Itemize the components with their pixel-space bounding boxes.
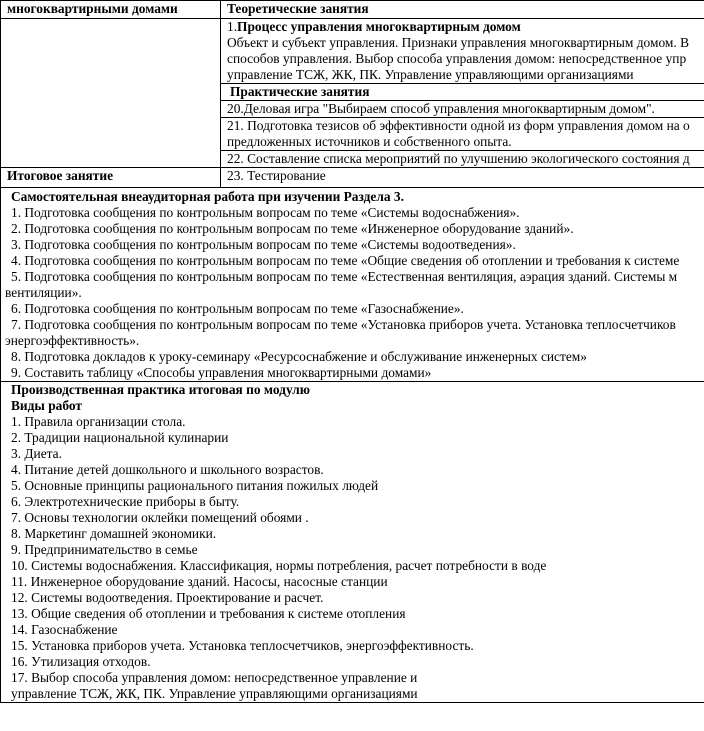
work-type-item: 15. Установка приборов учета. Установка теплосчетчиков, энергоэффективность. [11, 638, 474, 653]
work-type-item: 17. Выбор способа управления домом: непосредственное управление и [11, 670, 418, 685]
practice-final-section [1, 382, 704, 703]
practice-item-line: предложенных источников и собственного опыта. [227, 134, 512, 149]
table-row [1, 188, 704, 382]
practice-item-line: 22. Составление списка мероприятий по улучшению экологического состояния д [227, 151, 690, 166]
work-type-item-continuation: управление ТСЖ, ЖК, ПК. Управление управляющими организациями [11, 686, 418, 701]
work-type-item: 2. Традиции национальной кулинарии [11, 430, 229, 445]
self-work-title: Самостоятельная внеаудиторная работа при изучении Раздела 3. [11, 189, 404, 204]
practice-header: Практические занятия [221, 84, 704, 101]
practice-final-subtitle: Виды работ [11, 398, 82, 413]
section-topic-cell: многоквартирными домами [1, 1, 221, 19]
final-lesson-value: 23. Тестирование [221, 168, 704, 188]
self-work-item: 3. Подготовка сообщения по контрольным вопросам по теме «Системы водоотведения». [11, 237, 516, 252]
theory-header: Теоретические занятия [221, 1, 704, 19]
practice-item-line: 21. Подготовка тезисов об эффективности одной из форм управления домом на о [227, 118, 690, 133]
work-type-item: 8. Маркетинг домашней экономики. [11, 526, 217, 541]
work-type-item: 11. Инженерное оборудование зданий. Насосы, насосные станции [11, 574, 388, 589]
practice-item-line: 20.Деловая игра "Выбираем способ управления многоквартирным домом". [227, 101, 655, 116]
work-type-item: 10. Системы водоснабжения. Классификация, нормы потребления, расчет потребности в воде [11, 558, 547, 573]
work-type-item: 12. Системы водоотведения. Проектирование и расчет. [11, 590, 324, 605]
practice-item [221, 151, 704, 168]
table-row [1, 382, 704, 703]
theory-topic-cell [221, 19, 704, 84]
practice-final-title: Производственная практика итоговая по модулю [11, 382, 311, 397]
table-row [1, 19, 704, 84]
work-type-item: 7. Основы технологии оклейки помещений обоями . [11, 510, 309, 525]
theory-line: Объект и субъект управления. Признаки управления многоквартирным домом. В [227, 35, 690, 50]
work-type-item: 4. Питание детей дошкольного и школьного возрастов. [11, 462, 324, 477]
final-lesson-label: Итоговое занятие [1, 168, 221, 188]
theory-number: 1. [227, 19, 238, 34]
self-work-item: 6. Подготовка сообщения по контрольным вопросам по теме «Газоснабжение». [11, 301, 464, 316]
theory-title: Процесс управления многоквартирным домом [237, 19, 521, 34]
self-work-item: 8. Подготовка докладов к уроку-семинару «Ресурсоснабжение и обслуживание инженерных систем» [11, 349, 587, 364]
self-work-item: 4. Подготовка сообщения по контрольным вопросам по теме «Общие сведения об отоплении и требования к системе [11, 253, 680, 268]
empty-topic-cell [1, 19, 221, 168]
work-type-item: 14. Газоснабжение [11, 622, 118, 637]
self-work-item: 5. Подготовка сообщения по контрольным вопросам по теме «Естественная вентиляция, аэрация зданий. Системы м [11, 269, 678, 284]
work-type-item: 5. Основные принципы рационального питания пожилых людей [11, 478, 379, 493]
theory-line: способов управления. Выбор способа управления домом: непосредственное упр [227, 51, 687, 66]
work-type-item: 16. Утилизация отходов. [11, 654, 151, 669]
theory-title-line [227, 19, 704, 35]
self-work-item: 9. Составить таблицу «Способы управления многоквартирными домами» [11, 365, 432, 380]
work-type-item: 9. Предпринимательство в семье [11, 542, 198, 557]
self-work-item: 2. Подготовка сообщения по контрольным вопросам по теме «Инженерное оборудование зданий». [11, 221, 574, 236]
work-type-item: 3. Диета. [11, 446, 62, 461]
self-work-item: 7. Подготовка сообщения по контрольным вопросам по теме «Установка приборов учета. Установка теплосчетчиков [11, 317, 676, 332]
practice-item [221, 101, 704, 118]
self-work-item: 1. Подготовка сообщения по контрольным вопросам по теме «Системы водоснабжения». [11, 205, 520, 220]
practice-item [221, 118, 704, 151]
self-work-item-continuation: энергоэффективность». [5, 333, 140, 348]
work-type-item: 6. Электротехнические приборы в быту. [11, 494, 240, 509]
self-work-section [1, 188, 704, 382]
work-type-item: 1. Правила организации стола. [11, 414, 186, 429]
work-type-item: 13. Общие сведения об отоплении и требования к системе отопления [11, 606, 406, 621]
table-row [1, 168, 704, 188]
theory-line: управление ТСЖ, ЖК, ПК. Управление управляющими организациями [227, 67, 634, 82]
table-row [1, 1, 704, 19]
self-work-item-continuation: вентиляции». [5, 285, 82, 300]
